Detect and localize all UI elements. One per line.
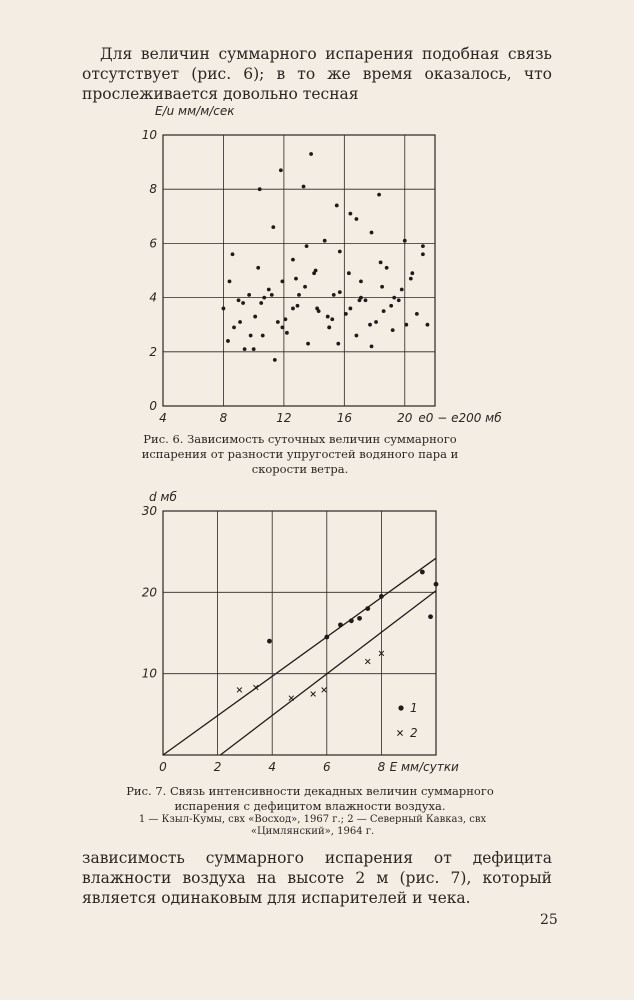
fig7-y-tick-label: 10 [141, 666, 157, 681]
fig7-legend-note: 1 — Кзыл-Кумы, свх «Восход», 1967 г.; 2 — Северный Кавказ, свх «Цимлянский», 1964 г. [138, 814, 487, 837]
fig6-x-axis-label: e0 − e200 мб [418, 411, 502, 425]
fig6-x-tick-label: 20 [397, 411, 413, 425]
fig7-plot-frame [163, 511, 436, 755]
fig7-legend-label-1: 1 [410, 701, 418, 715]
fig7-x-tick-label: 0 [159, 760, 167, 774]
fig6-y-axis-label: E/u мм/м/сек [155, 104, 235, 118]
fig6-y-tick-label: 0 [149, 399, 157, 413]
fig7-point-series-1 [365, 606, 370, 611]
fig6-caption: Рис. 6. Зависимость суточных величин суммарного испарения от разности упругостей водяного пара и скорости ветра. [141, 432, 459, 476]
fig7-y-tick-label: 20 [141, 585, 157, 600]
fig6-y-tick-label: 6 [149, 236, 157, 251]
fig6-x-tick-label: 16 [336, 411, 352, 425]
fig7-point-series-1 [324, 635, 329, 640]
fig7-fit-line-2 [220, 591, 436, 755]
fig7-caption: Рис. 7. Связь интенсивности декадных величин суммарного испарения с дефицитом влажности воздуха. [126, 784, 494, 813]
fig7-point-series-1 [357, 616, 362, 621]
fig7-point-series-2 [365, 659, 370, 664]
page-number: 25 [540, 912, 558, 928]
fig7-point-series-1 [379, 594, 384, 599]
fig7-fit-line-1 [163, 558, 436, 755]
fig7-y-tick-label: 30 [141, 504, 157, 518]
fig7-y-axis-label: d мб [149, 490, 177, 504]
fig7-point-series-2 [289, 696, 294, 701]
fig6-y-tick-label: 2 [149, 344, 157, 359]
fig6-y-tick-label: 4 [149, 290, 157, 305]
fig6-x-tick-label: 12 [276, 411, 292, 425]
fig7-point-series-2 [237, 688, 242, 693]
fig7-point-series-1 [267, 639, 272, 644]
fig7-point-series-1 [420, 570, 425, 575]
fig7-x-tick-label: 6 [322, 760, 331, 774]
fig7-point-series-2 [311, 692, 316, 697]
fig7-point-series-1 [338, 622, 343, 627]
fig7-x-tick-label: 4 [268, 760, 277, 774]
fig7-point-series-1 [428, 614, 433, 619]
fig7-point-series-1 [349, 618, 354, 623]
fig7-point-series-1 [434, 582, 439, 587]
fig6-x-tick-label: 4 [159, 411, 167, 425]
fig7-x-axis-label: Е мм/сутки [389, 760, 459, 774]
fig6-y-tick-label: 8 [149, 182, 157, 197]
fig7-x-tick-label: 2 [213, 760, 222, 774]
paragraph-bottom: зависимость суммарного испарения от дефицита влажности воздуха на высоте 2 м (рис. 7), который является одинаковым для испарителей и чека. [82, 849, 552, 907]
paragraph-top: Для величин суммарного испарения подобная связь отсутствует (рис. 6); в то же время оказалось, что прослеживается довольно тесная [82, 45, 552, 103]
fig7-point-series-2 [322, 688, 327, 693]
fig7-legend-marker-2 [397, 730, 402, 735]
fig7-legend-marker-1 [398, 705, 403, 710]
fig6-x-tick-label: 8 [219, 411, 228, 425]
fig6-y-tick-label: 10 [141, 128, 157, 142]
fig7-x-tick-label: 8 [377, 760, 386, 774]
fig7-legend-label-2: 2 [410, 726, 418, 740]
